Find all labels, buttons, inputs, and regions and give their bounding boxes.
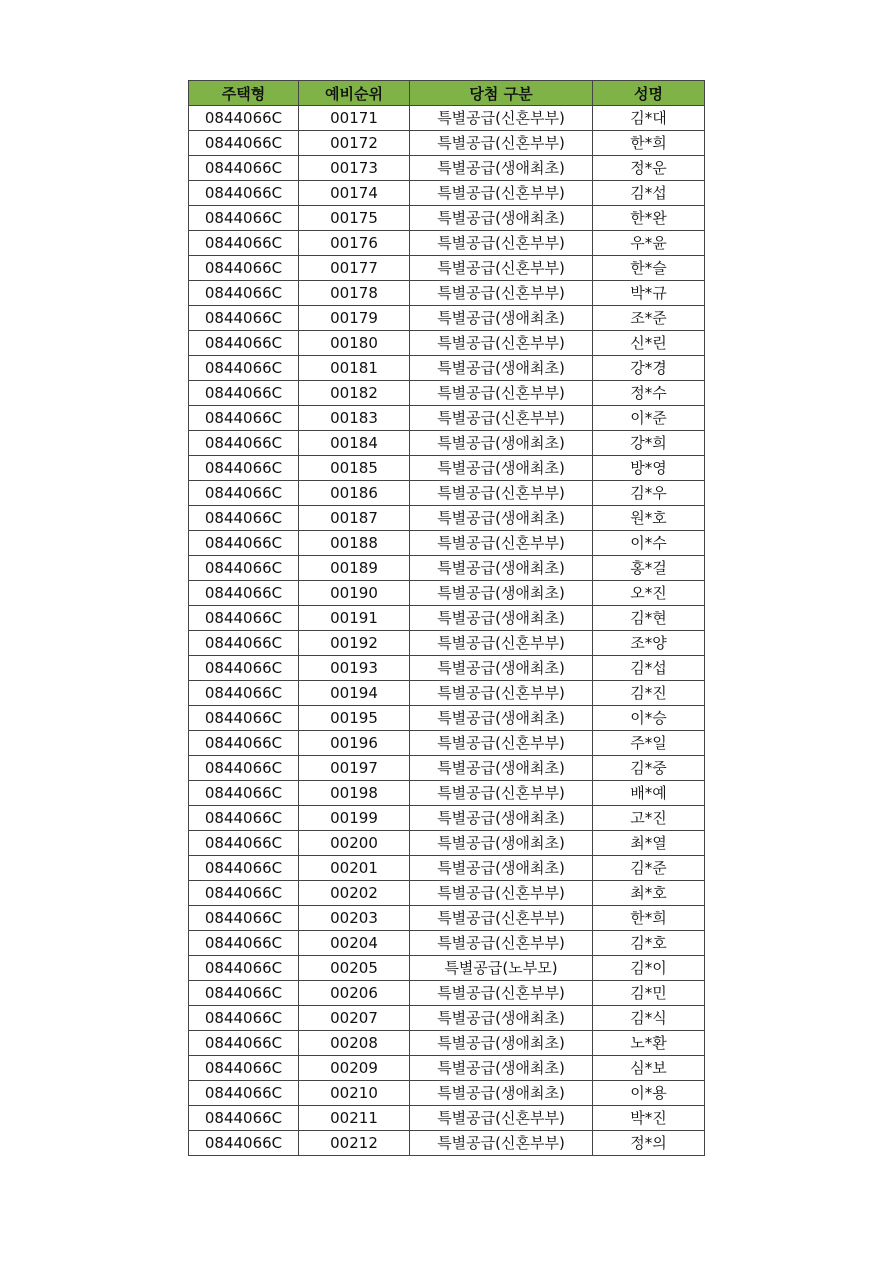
table-row [189,306,705,331]
cell-housing-type: 0844066C [189,156,299,181]
cell-win-category: 특별공급(생애최초) [410,806,593,831]
cell-housing-type: 0844066C [189,1056,299,1081]
table-row [189,131,705,156]
cell-housing-type: 0844066C [189,206,299,231]
cell-housing-type: 0844066C [189,531,299,556]
cell-reserve-rank: 00181 [299,356,410,381]
cell-reserve-rank: 00190 [299,581,410,606]
cell-name: 김*이 [593,956,705,981]
cell-win-category: 특별공급(생애최초) [410,1031,593,1056]
cell-name: 이*승 [593,706,705,731]
cell-housing-type: 0844066C [189,256,299,281]
cell-win-category: 특별공급(신혼부부) [410,931,593,956]
cell-reserve-rank: 00206 [299,981,410,1006]
cell-win-category: 특별공급(생애최초) [410,356,593,381]
cell-name: 이*수 [593,531,705,556]
table-row [189,1106,705,1131]
cell-name: 김*중 [593,756,705,781]
table-row [189,531,705,556]
table-header [189,81,705,106]
cell-reserve-rank: 00199 [299,806,410,831]
cell-name: 정*운 [593,156,705,181]
cell-name: 김*식 [593,1006,705,1031]
cell-housing-type: 0844066C [189,856,299,881]
cell-housing-type: 0844066C [189,106,299,131]
cell-win-category: 특별공급(신혼부부) [410,481,593,506]
cell-win-category: 특별공급(노부모) [410,956,593,981]
table-row [189,706,705,731]
cell-win-category: 특별공급(신혼부부) [410,406,593,431]
cell-win-category: 특별공급(생애최초) [410,706,593,731]
cell-reserve-rank: 00187 [299,506,410,531]
cell-housing-type: 0844066C [189,806,299,831]
cell-housing-type: 0844066C [189,281,299,306]
cell-reserve-rank: 00175 [299,206,410,231]
cell-win-category: 특별공급(생애최초) [410,656,593,681]
cell-win-category: 특별공급(신혼부부) [410,256,593,281]
table-row [189,506,705,531]
table-row [189,906,705,931]
cell-reserve-rank: 00201 [299,856,410,881]
table-row [189,631,705,656]
cell-reserve-rank: 00208 [299,1031,410,1056]
table-row [189,231,705,256]
cell-reserve-rank: 00174 [299,181,410,206]
cell-reserve-rank: 00210 [299,1081,410,1106]
cell-name: 방*영 [593,456,705,481]
table-row [189,106,705,131]
cell-housing-type: 0844066C [189,1106,299,1131]
cell-name: 김*우 [593,481,705,506]
cell-reserve-rank: 00172 [299,131,410,156]
cell-name: 정*수 [593,381,705,406]
cell-reserve-rank: 00171 [299,106,410,131]
table-row [189,831,705,856]
cell-win-category: 특별공급(생애최초) [410,756,593,781]
cell-name: 한*희 [593,131,705,156]
cell-win-category: 특별공급(신혼부부) [410,906,593,931]
cell-win-category: 특별공급(신혼부부) [410,981,593,1006]
cell-win-category: 특별공급(신혼부부) [410,181,593,206]
cell-win-category: 특별공급(신혼부부) [410,381,593,406]
table-row [189,781,705,806]
cell-reserve-rank: 00184 [299,431,410,456]
table-row [189,606,705,631]
cell-win-category: 특별공급(생애최초) [410,431,593,456]
cell-housing-type: 0844066C [189,556,299,581]
cell-reserve-rank: 00192 [299,631,410,656]
table-row [189,556,705,581]
table-row [189,181,705,206]
cell-reserve-rank: 00194 [299,681,410,706]
table-row [189,981,705,1006]
cell-housing-type: 0844066C [189,1131,299,1156]
cell-reserve-rank: 00195 [299,706,410,731]
cell-win-category: 특별공급(신혼부부) [410,1106,593,1131]
cell-reserve-rank: 00209 [299,1056,410,1081]
cell-name: 김*호 [593,931,705,956]
cell-housing-type: 0844066C [189,431,299,456]
cell-housing-type: 0844066C [189,956,299,981]
table-row [189,1006,705,1031]
cell-win-category: 특별공급(신혼부부) [410,231,593,256]
table-row [189,756,705,781]
cell-reserve-rank: 00185 [299,456,410,481]
cell-name: 조*준 [593,306,705,331]
table-row [189,881,705,906]
table-row [189,681,705,706]
cell-reserve-rank: 00178 [299,281,410,306]
cell-win-category: 특별공급(신혼부부) [410,631,593,656]
cell-name: 강*경 [593,356,705,381]
cell-reserve-rank: 00203 [299,906,410,931]
cell-name: 김*민 [593,981,705,1006]
cell-housing-type: 0844066C [189,881,299,906]
cell-win-category: 특별공급(신혼부부) [410,331,593,356]
cell-housing-type: 0844066C [189,656,299,681]
header-win-category: 당첨 구분 [410,81,593,106]
cell-housing-type: 0844066C [189,906,299,931]
cell-reserve-rank: 00188 [299,531,410,556]
cell-housing-type: 0844066C [189,356,299,381]
table-row [189,1056,705,1081]
cell-win-category: 특별공급(생애최초) [410,606,593,631]
cell-win-category: 특별공급(생애최초) [410,456,593,481]
table-row [189,856,705,881]
cell-reserve-rank: 00186 [299,481,410,506]
cell-housing-type: 0844066C [189,481,299,506]
cell-name: 오*진 [593,581,705,606]
cell-win-category: 특별공급(생애최초) [410,556,593,581]
cell-reserve-rank: 00202 [299,881,410,906]
cell-win-category: 특별공급(생애최초) [410,506,593,531]
table-row [189,206,705,231]
cell-name: 고*진 [593,806,705,831]
table-row [189,806,705,831]
cell-win-category: 특별공급(신혼부부) [410,106,593,131]
cell-housing-type: 0844066C [189,181,299,206]
cell-win-category: 특별공급(생애최초) [410,1006,593,1031]
cell-name: 우*윤 [593,231,705,256]
cell-reserve-rank: 00182 [299,381,410,406]
table-row [189,406,705,431]
cell-win-category: 특별공급(생애최초) [410,581,593,606]
table-row [189,656,705,681]
cell-housing-type: 0844066C [189,131,299,156]
cell-name: 노*환 [593,1031,705,1056]
cell-win-category: 특별공급(생애최초) [410,831,593,856]
table-row [189,931,705,956]
cell-reserve-rank: 00196 [299,731,410,756]
cell-housing-type: 0844066C [189,231,299,256]
cell-name: 주*일 [593,731,705,756]
cell-housing-type: 0844066C [189,831,299,856]
cell-reserve-rank: 00200 [299,831,410,856]
cell-name: 이*준 [593,406,705,431]
cell-housing-type: 0844066C [189,306,299,331]
cell-housing-type: 0844066C [189,706,299,731]
cell-housing-type: 0844066C [189,456,299,481]
cell-win-category: 특별공급(신혼부부) [410,731,593,756]
cell-name: 김*현 [593,606,705,631]
cell-name: 박*진 [593,1106,705,1131]
cell-reserve-rank: 00179 [299,306,410,331]
cell-win-category: 특별공급(신혼부부) [410,881,593,906]
cell-name: 최*호 [593,881,705,906]
cell-housing-type: 0844066C [189,606,299,631]
cell-housing-type: 0844066C [189,756,299,781]
cell-reserve-rank: 00212 [299,1131,410,1156]
cell-housing-type: 0844066C [189,681,299,706]
table-row [189,281,705,306]
cell-win-category: 특별공급(생애최초) [410,306,593,331]
cell-housing-type: 0844066C [189,1081,299,1106]
cell-reserve-rank: 00176 [299,231,410,256]
table-row [189,156,705,181]
cell-name: 최*열 [593,831,705,856]
cell-housing-type: 0844066C [189,406,299,431]
cell-reserve-rank: 00198 [299,781,410,806]
cell-name: 원*호 [593,506,705,531]
cell-name: 이*용 [593,1081,705,1106]
table-row [189,431,705,456]
cell-reserve-rank: 00205 [299,956,410,981]
cell-name: 한*완 [593,206,705,231]
cell-reserve-rank: 00173 [299,156,410,181]
cell-name: 홍*걸 [593,556,705,581]
cell-housing-type: 0844066C [189,1006,299,1031]
cell-reserve-rank: 00211 [299,1106,410,1131]
cell-reserve-rank: 00204 [299,931,410,956]
header-housing-type: 주택형 [189,81,299,106]
cell-housing-type: 0844066C [189,781,299,806]
cell-reserve-rank: 00191 [299,606,410,631]
cell-reserve-rank: 00180 [299,331,410,356]
cell-win-category: 특별공급(생애최초) [410,1056,593,1081]
cell-housing-type: 0844066C [189,506,299,531]
cell-win-category: 특별공급(생애최초) [410,206,593,231]
cell-housing-type: 0844066C [189,931,299,956]
cell-win-category: 특별공급(신혼부부) [410,531,593,556]
cell-name: 배*예 [593,781,705,806]
cell-name: 정*의 [593,1131,705,1156]
table-row [189,731,705,756]
cell-housing-type: 0844066C [189,581,299,606]
cell-reserve-rank: 00193 [299,656,410,681]
cell-housing-type: 0844066C [189,1031,299,1056]
cell-housing-type: 0844066C [189,331,299,356]
cell-name: 심*보 [593,1056,705,1081]
cell-name: 김*대 [593,106,705,131]
header-name: 성명 [593,81,705,106]
table-row [189,256,705,281]
cell-name: 신*린 [593,331,705,356]
cell-reserve-rank: 00207 [299,1006,410,1031]
cell-name: 한*희 [593,906,705,931]
cell-name: 김*진 [593,681,705,706]
cell-name: 강*희 [593,431,705,456]
cell-reserve-rank: 00189 [299,556,410,581]
cell-name: 김*준 [593,856,705,881]
table-row [189,331,705,356]
cell-reserve-rank: 00183 [299,406,410,431]
reserve-list-table [188,80,705,1156]
cell-win-category: 특별공급(신혼부부) [410,681,593,706]
cell-housing-type: 0844066C [189,731,299,756]
table-row [189,1081,705,1106]
table-row [189,581,705,606]
cell-reserve-rank: 00197 [299,756,410,781]
cell-win-category: 특별공급(신혼부부) [410,281,593,306]
table-row [189,1031,705,1056]
cell-name: 조*양 [593,631,705,656]
header-row [189,81,705,106]
cell-name: 한*슬 [593,256,705,281]
table-row [189,956,705,981]
cell-name: 김*섭 [593,181,705,206]
cell-win-category: 특별공급(생애최초) [410,856,593,881]
cell-name: 박*규 [593,281,705,306]
cell-housing-type: 0844066C [189,981,299,1006]
cell-reserve-rank: 00177 [299,256,410,281]
table-row [189,381,705,406]
cell-name: 김*섭 [593,656,705,681]
table-row [189,356,705,381]
table-row [189,481,705,506]
cell-win-category: 특별공급(생애최초) [410,156,593,181]
table-body [189,106,705,1156]
table-row [189,1131,705,1156]
cell-win-category: 특별공급(신혼부부) [410,131,593,156]
cell-win-category: 특별공급(생애최초) [410,1081,593,1106]
table-row [189,456,705,481]
cell-housing-type: 0844066C [189,381,299,406]
cell-win-category: 특별공급(신혼부부) [410,781,593,806]
cell-win-category: 특별공급(신혼부부) [410,1131,593,1156]
header-reserve-rank: 예비순위 [299,81,410,106]
cell-housing-type: 0844066C [189,631,299,656]
